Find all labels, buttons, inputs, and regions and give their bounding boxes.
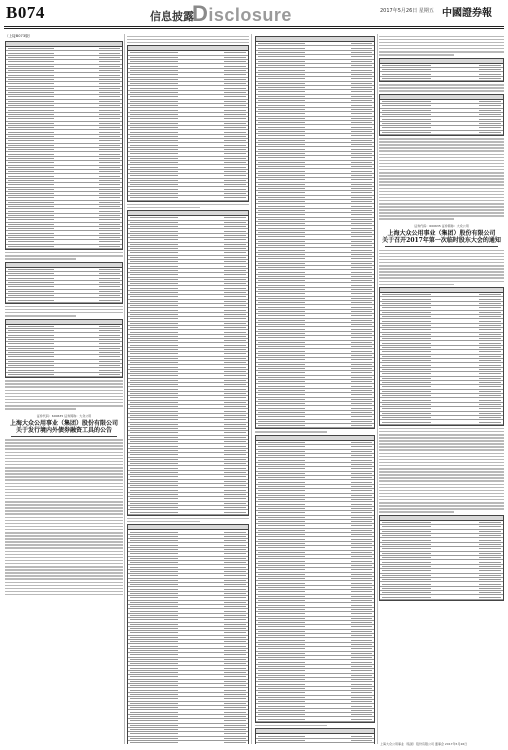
text-line: [5, 538, 123, 540]
text-line: [5, 306, 123, 308]
text-line: [379, 209, 504, 211]
text-line: [5, 541, 123, 543]
text-line: [379, 502, 504, 504]
text-line: [5, 544, 123, 546]
text-line: [379, 166, 504, 168]
text-line: [5, 569, 123, 571]
text-line: [127, 39, 249, 41]
text-line: [379, 459, 504, 461]
text-line: [379, 206, 504, 208]
text-line: [379, 144, 504, 146]
text-line: [5, 258, 76, 260]
text-line: [5, 486, 123, 488]
text-line: [5, 452, 123, 454]
text-line: [5, 578, 123, 580]
text-line: [379, 84, 504, 86]
text-line: [5, 473, 123, 475]
table-row: [128, 741, 248, 744]
financial-table: [127, 45, 249, 201]
table-row: [6, 245, 122, 249]
text-line: [127, 521, 200, 523]
text-line: [5, 557, 123, 559]
text-line: [379, 434, 504, 436]
text-line: [5, 442, 123, 444]
continued-tag: （上接B073版）: [5, 34, 33, 38]
text-line: [379, 191, 504, 193]
text-line: [5, 588, 123, 590]
text-line: [379, 197, 504, 199]
text-line: [255, 725, 327, 727]
text-line: [379, 274, 504, 276]
page-number: B074: [6, 3, 45, 22]
text-line: [379, 490, 504, 492]
text-line: [5, 252, 123, 254]
column-2: [127, 34, 249, 744]
table-row: [380, 77, 503, 81]
text-line: [5, 383, 123, 385]
text-line: [379, 215, 504, 217]
text-line: [379, 446, 504, 448]
text-line: [5, 464, 123, 466]
text-line: [5, 492, 123, 494]
text-line: [379, 284, 454, 286]
text-line: [379, 178, 504, 180]
text-line: [379, 437, 504, 439]
text-line: [379, 141, 504, 143]
text-line: [5, 510, 123, 512]
text-line: [127, 207, 200, 209]
text-line: [379, 449, 504, 451]
text-line: [5, 585, 123, 587]
text-line: [379, 474, 504, 476]
text-line: [5, 504, 123, 506]
security-codes: 证券代码：600635 证券简称：大众公用: [414, 223, 469, 228]
text-line: [379, 200, 504, 202]
text-line: [379, 163, 504, 165]
financial-table: [255, 728, 375, 744]
notice-headline: 关于召开2017年第一次临时股东大会的通知: [382, 236, 501, 244]
text-line: [5, 386, 123, 388]
text-line: [5, 560, 123, 562]
text-line: [379, 184, 504, 186]
column-divider: [377, 34, 378, 744]
text-line: [379, 480, 504, 482]
text-line: [5, 255, 123, 257]
text-line: [379, 277, 504, 279]
section-title-en: [192, 1, 292, 27]
text-line: [255, 431, 327, 433]
text-line: [379, 172, 504, 174]
text-line: [5, 408, 76, 410]
text-line: [5, 529, 123, 531]
text-line: [5, 476, 123, 478]
text-line: [379, 484, 504, 486]
table-row: [380, 131, 503, 135]
text-line: [379, 36, 504, 38]
text-line: [379, 169, 504, 171]
text-line: [5, 380, 123, 382]
column-4: [379, 34, 504, 744]
text-line: [379, 160, 504, 162]
text-line: [379, 431, 504, 433]
text-line: [379, 505, 504, 507]
text-line: [5, 445, 123, 447]
text-line: [379, 496, 504, 498]
text-line: [5, 566, 123, 568]
text-line: [5, 312, 123, 314]
text-line: [5, 582, 123, 584]
company-name: 上海大众公用事业（集团）股份有限公司: [387, 229, 496, 237]
text-line: [379, 471, 504, 473]
text-line: [127, 204, 249, 206]
text-line: [5, 523, 123, 525]
text-line: [379, 499, 504, 501]
text-line: [379, 48, 504, 50]
text-line: [5, 563, 123, 565]
section-title-cn: 信息披露: [150, 10, 194, 23]
text-line: [5, 551, 123, 553]
text-line: [127, 42, 249, 44]
bond-issuance-notice-header: [5, 414, 123, 437]
text-line: [379, 250, 504, 252]
security-codes: 证券代码：600635 证券简称：大众公用: [36, 413, 92, 418]
text-line: [5, 498, 123, 500]
notice-headline: 关于发行境内外债券融资工具的公告: [15, 426, 112, 434]
section-title-en-initial: D: [192, 1, 209, 26]
text-line: [379, 175, 504, 177]
text-line: [5, 315, 76, 317]
divider: [385, 246, 498, 247]
text-line: [5, 572, 123, 574]
text-line: [379, 87, 504, 89]
text-line: [379, 511, 454, 513]
text-line: [379, 194, 504, 196]
text-line: [5, 470, 123, 472]
text-line: [5, 513, 123, 515]
text-line: [379, 281, 504, 283]
text-line: [5, 396, 123, 398]
text-line: [379, 188, 504, 190]
text-line: [5, 517, 123, 519]
text-line: [379, 218, 454, 220]
text-line: [379, 456, 504, 458]
column-3: [255, 34, 375, 744]
text-line: [379, 256, 504, 258]
text-line: [379, 147, 504, 149]
financial-table: [127, 524, 249, 744]
text-line: [5, 461, 123, 463]
table-row: [256, 717, 374, 721]
text-line: [5, 495, 123, 497]
text-line: [379, 271, 504, 273]
text-line: [5, 399, 123, 401]
table-row: [6, 373, 122, 377]
text-line: [5, 455, 123, 457]
text-line: [379, 268, 504, 270]
text-line: [379, 462, 504, 464]
masthead: [0, 0, 508, 26]
text-line: [5, 535, 123, 537]
section-title-en-rest: isclosure: [208, 5, 292, 25]
text-line: [5, 591, 123, 593]
text-line: [5, 594, 123, 596]
masthead-rule-thin: [4, 28, 504, 29]
text-line: [5, 390, 123, 392]
text-line: [5, 520, 123, 522]
financial-table: [5, 41, 123, 250]
text-line: [379, 39, 504, 41]
text-line: [5, 547, 123, 549]
financial-table: [255, 435, 375, 723]
text-line: [379, 468, 504, 470]
table-row: [380, 595, 503, 599]
financial-table: [5, 319, 123, 379]
text-line: [379, 508, 504, 510]
text-line: [379, 150, 504, 152]
text-line: [379, 477, 504, 479]
agenda-table: [379, 287, 504, 426]
text-line: [379, 253, 504, 255]
table-row: [380, 420, 503, 424]
text-line: [379, 203, 504, 205]
issue-date: 2017年5月26日 星期五: [380, 8, 434, 14]
text-line: [5, 526, 123, 528]
text-line: [379, 262, 504, 264]
text-line: [379, 138, 504, 140]
text-line: [5, 554, 123, 556]
company-name: 上海大众公用事业（集团）股份有限公司: [9, 419, 118, 427]
text-line: [5, 402, 123, 404]
text-line: [5, 501, 123, 503]
text-line: [379, 157, 504, 159]
text-line: [379, 54, 454, 56]
text-line: [127, 518, 249, 520]
text-line: [5, 448, 123, 450]
text-line: [379, 493, 504, 495]
text-line: [379, 42, 504, 44]
text-line: [5, 458, 123, 460]
text-line: [379, 443, 504, 445]
table-row: [128, 196, 248, 200]
text-line: [379, 212, 504, 214]
column-divider: [124, 34, 125, 744]
financial-table: [127, 210, 249, 516]
text-line: [379, 45, 504, 47]
table-row: [256, 424, 374, 428]
column-1: [5, 34, 123, 744]
column-divider: [251, 34, 252, 744]
table-row: [128, 510, 248, 514]
text-line: [5, 507, 123, 509]
text-line: [379, 181, 504, 183]
divider: [11, 436, 117, 437]
text-line: [5, 439, 123, 441]
text-line: [379, 154, 504, 156]
text-line: [127, 36, 249, 38]
financial-table: [379, 94, 504, 136]
text-line: [379, 51, 504, 53]
proxy-form-table: [379, 515, 504, 601]
text-line: [5, 479, 123, 481]
text-line: [379, 259, 504, 261]
text-line: [5, 309, 123, 311]
text-line: [379, 453, 504, 455]
newspaper-logo: 中國證券報: [442, 8, 492, 19]
text-line: [5, 532, 123, 534]
text-line: [5, 393, 123, 395]
financial-table: [255, 36, 375, 429]
text-line: [5, 483, 123, 485]
table-row: [256, 743, 374, 744]
text-line: [379, 487, 504, 489]
text-line: [5, 575, 123, 577]
shareholders-meeting-notice-header: [379, 224, 504, 247]
text-line: [379, 428, 504, 430]
text-line: [379, 265, 504, 267]
text-line: [5, 467, 123, 469]
table-row: [6, 298, 122, 302]
text-line: [5, 405, 123, 407]
financial-table: [5, 262, 123, 304]
text-line: [379, 90, 504, 92]
text-line: [379, 465, 504, 467]
text-line: [379, 440, 504, 442]
financial-table: [379, 58, 504, 83]
signature-footer: 上海大众公用事业（集团）股份有限公司 董事会 2017年5月26日: [380, 742, 468, 746]
text-line: [5, 489, 123, 491]
